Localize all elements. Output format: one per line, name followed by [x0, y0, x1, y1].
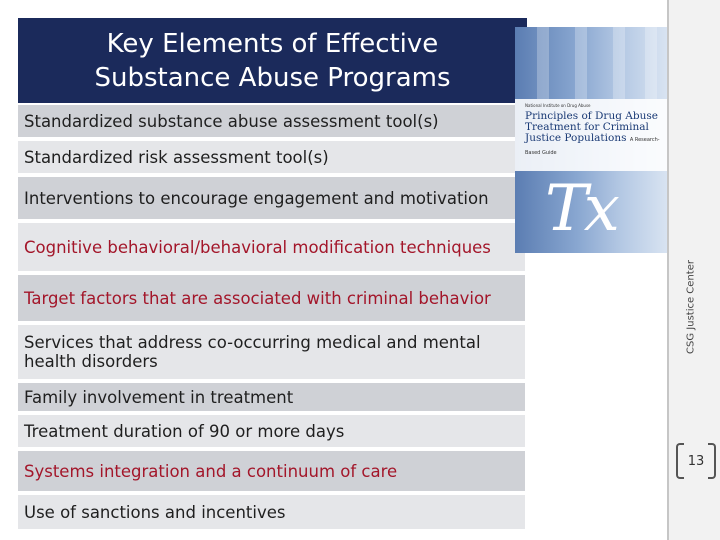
slide-title: Key Elements of Effective Substance Abuse Programs	[94, 28, 451, 93]
list-item: Target factors that are associated with criminal behavior	[18, 275, 525, 323]
cover-column	[537, 27, 549, 99]
list-item: Interventions to encourage engagement and motivation	[18, 177, 525, 221]
sidebar-divider	[667, 0, 669, 540]
cover-column	[613, 27, 625, 99]
cover-column	[645, 27, 657, 99]
report-cover-image	[515, 27, 668, 253]
list-item: Use of sanctions and incentives	[18, 495, 525, 531]
list-item: Services that address co-occurring medical and mental health disorders	[18, 325, 525, 381]
list-item: Cognitive behavioral/behavioral modification techniques	[18, 223, 525, 273]
list-item: Systems integration and a continuum of care	[18, 451, 525, 493]
cover-publisher: National Institute on Drug Abuse	[525, 103, 591, 108]
sidebar-label: CSG Justice Center	[685, 260, 697, 354]
list-item: Standardized substance abuse assessment tool(s)	[18, 105, 525, 139]
cover-tx-mark: Tx	[545, 172, 616, 246]
cover-column	[575, 27, 587, 99]
list-item: Standardized risk assessment tool(s)	[18, 141, 525, 175]
cover-title: Principles of Drug Abuse Treatment for Criminal Justice Populations A Research-Based Guide	[525, 110, 660, 156]
slide-title-banner	[18, 18, 527, 103]
list-item: Family involvement in treatment	[18, 383, 525, 413]
page-number: 13	[687, 453, 705, 469]
list-item: Treatment duration of 90 or more days	[18, 415, 525, 449]
